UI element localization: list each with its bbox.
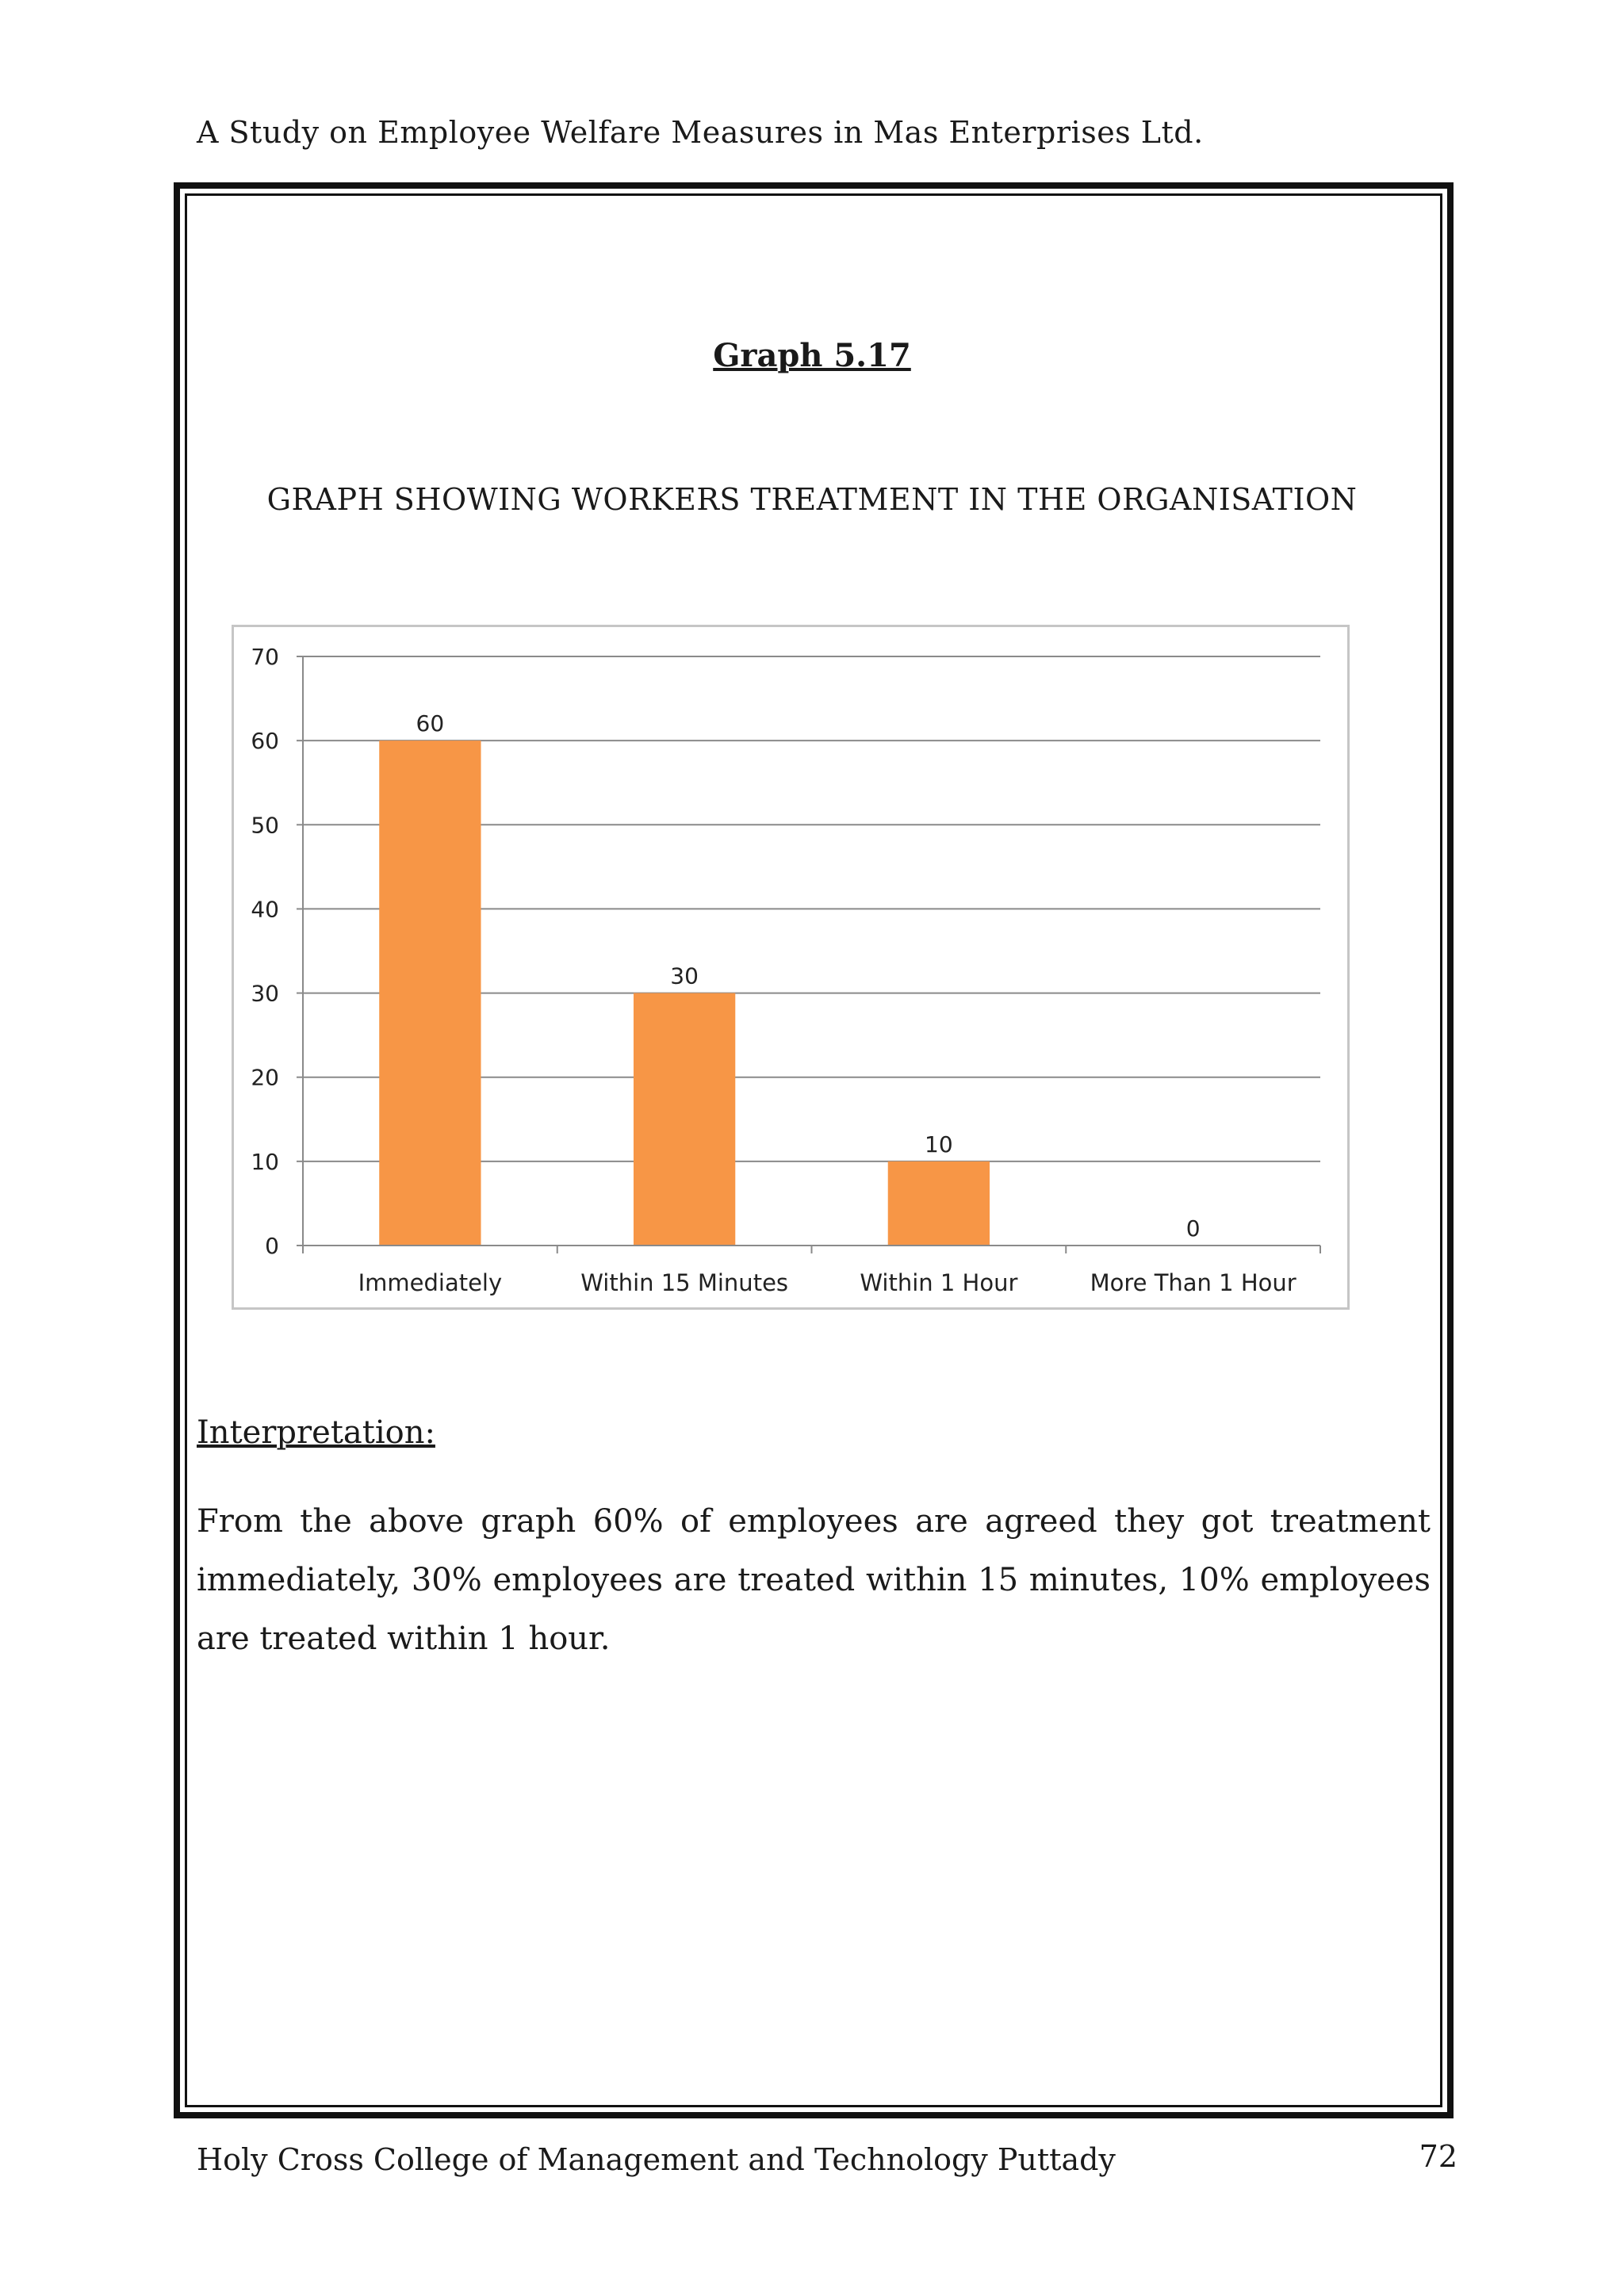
running-header: A Study on Employee Welfare Measures in Mas Enterprises Ltd. (197, 115, 1204, 150)
x-tick-label: More Than 1 Hour (1090, 1269, 1297, 1296)
graph-title: GRAPH SHOWING WORKERS TREATMENT IN THE ORGANISATION (266, 482, 1358, 517)
data-label: 60 (416, 710, 445, 737)
footer-institution: Holy Cross College of Management and Technology Puttady (197, 2142, 1116, 2177)
y-tick-label: 10 (251, 1148, 279, 1175)
bar (888, 1161, 990, 1246)
interpretation-body: From the above graph 60% of employees are agreed they got treatment immediately, 30% employees are treated within 15 minutes, 10% employees are treated within 1 hour. (197, 1503, 1431, 1657)
bar (634, 993, 735, 1246)
x-tick-label: Within 1 Hour (860, 1269, 1018, 1296)
interpretation-heading: Interpretation: (197, 1414, 435, 1451)
bar (379, 740, 481, 1246)
data-label: 0 (1185, 1215, 1201, 1242)
y-tick-label: 0 (265, 1233, 279, 1259)
y-tick-label: 50 (251, 812, 279, 839)
y-tick-label: 70 (251, 644, 279, 670)
page-number: 72 (1419, 2139, 1457, 2174)
y-tick-label: 20 (251, 1064, 279, 1091)
x-tick-label: Within 15 Minutes (580, 1269, 789, 1296)
y-tick-label: 40 (251, 896, 279, 923)
y-tick-label: 30 (251, 980, 279, 1007)
data-label: 10 (925, 1131, 953, 1158)
chart-container (232, 625, 1350, 1310)
graph-label: Graph 5.17 (713, 337, 911, 374)
data-label: 30 (670, 962, 699, 989)
x-tick-label: Immediately (358, 1269, 503, 1296)
y-tick-label: 60 (251, 728, 279, 755)
bar-chart (234, 627, 1347, 1307)
